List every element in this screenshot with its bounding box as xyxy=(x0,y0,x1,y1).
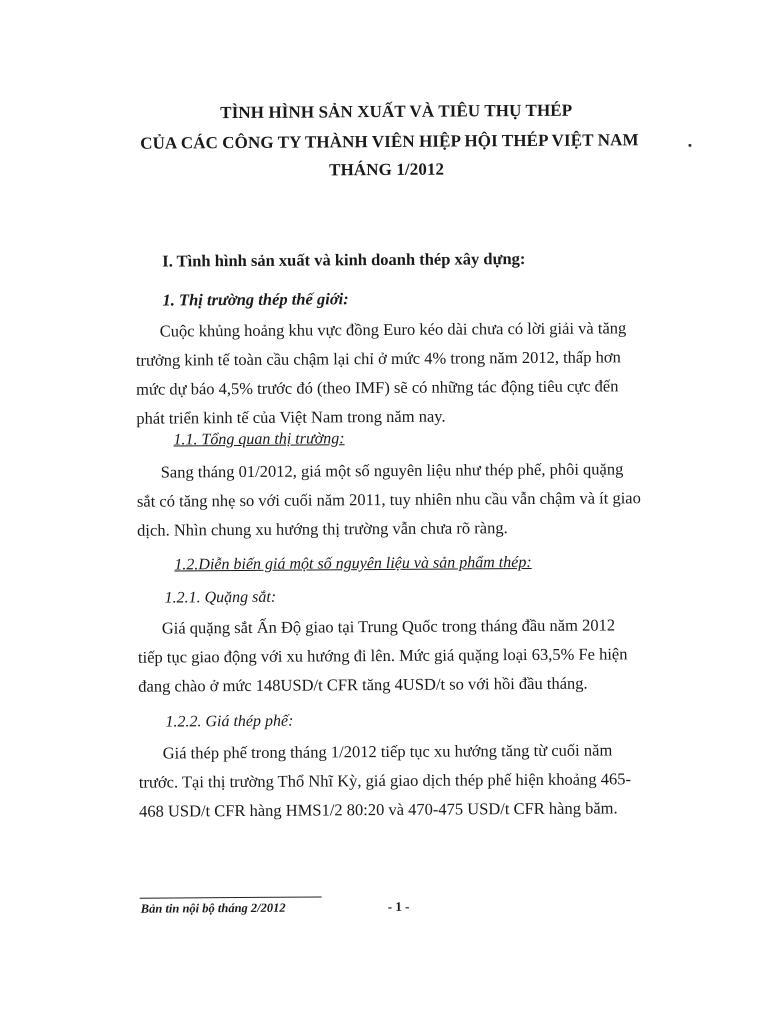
paragraph-line: tiếp tục giao động với xu hướng đi lên. Mức giá quặng loại 63,5% Fe hiện xyxy=(137,644,628,667)
paragraph-line: Giá thép phế trong tháng 1/2012 tiếp tục xu hướng tăng từ cuối năm xyxy=(162,740,613,763)
paragraph-2 xyxy=(136,454,641,544)
paragraph-line: Cuộc khủng hoảng khu vực đồng Euro kéo dài chưa có lời giải và tăng xyxy=(159,318,627,341)
paragraph-line: Giá quặng sắt Ấn Độ giao tại Trung Quốc trong tháng đầu năm 2012 xyxy=(161,615,616,638)
section-1-2-heading: 1.2.Diễn biến giá một số nguyên liệu và sản phẩm thép: xyxy=(174,553,532,574)
title-line-3: THÁNG 1/2012 xyxy=(329,159,445,180)
section-1-2-2-heading: 1.2.2. Giá thép phế: xyxy=(165,712,294,731)
section-heading: I. Tình hình sản xuất và kinh doanh thép xây dựng: xyxy=(162,249,526,271)
paragraph-4 xyxy=(139,735,640,825)
title-line-1: TÌNH HÌNH SẢN XUẤT VÀ TIÊU THỤ THÉP xyxy=(220,100,573,123)
paragraph-line: trưởng kinh tế toàn cầu chậm lại chỉ ở mức 4% trong năm 2012, thấp hơn xyxy=(135,347,621,370)
paragraph-1 xyxy=(136,313,637,432)
paragraph-line: mức dự báo 4,5% trước đó (theo IMF) sẽ có những tác động tiêu cực đến xyxy=(136,376,619,399)
paragraph-3 xyxy=(138,610,639,700)
paragraph-line: phát triển kinh tế của Việt Nam trong năm nay. xyxy=(136,406,446,428)
paragraph-line: đang chào ở mức 148USD/t CFR tăng 4USD/t so với hồi đầu tháng. xyxy=(138,673,588,696)
section-1-1-heading: 1.1. Tổng quan thị trường: xyxy=(173,430,345,449)
footer-bulletin-label: Bản tin nội bộ tháng 2/2012 xyxy=(140,900,286,916)
paragraph-line: Sang tháng 01/2012, giá một số nguyên liệu như thép phế, phôi quặng xyxy=(160,459,624,482)
title-line-2: CỦA CÁC CÔNG TY THÀNH VIÊN HIỆP HỘI THÉP VIỆT NAM xyxy=(140,130,639,153)
footer-divider xyxy=(140,896,322,898)
page-number: - 1 - xyxy=(387,898,410,914)
scan-speck xyxy=(688,144,691,147)
subsection-heading: 1. Thị trường thép thế giới: xyxy=(162,289,349,310)
section-1-2-1-heading: 1.2.1. Quặng sắt: xyxy=(164,588,277,607)
paragraph-line: dịch. Nhìn chung xu hướng thị trường vẫn chưa rõ ràng. xyxy=(137,518,508,540)
paragraph-line: sắt có tăng nhẹ so với cuối năm 2011, tuy nhiên nhu cầu vẫn chậm và ít giao xyxy=(136,488,641,511)
paragraph-line: 468 USD/t CFR hàng HMS1/2 80:20 và 470-475 USD/t CFR hàng băm. xyxy=(139,798,618,821)
paragraph-line: trước. Tại thị trường Thổ Nhĩ Kỳ, giá giao dịch thép phế hiện khoảng 465- xyxy=(138,769,631,792)
